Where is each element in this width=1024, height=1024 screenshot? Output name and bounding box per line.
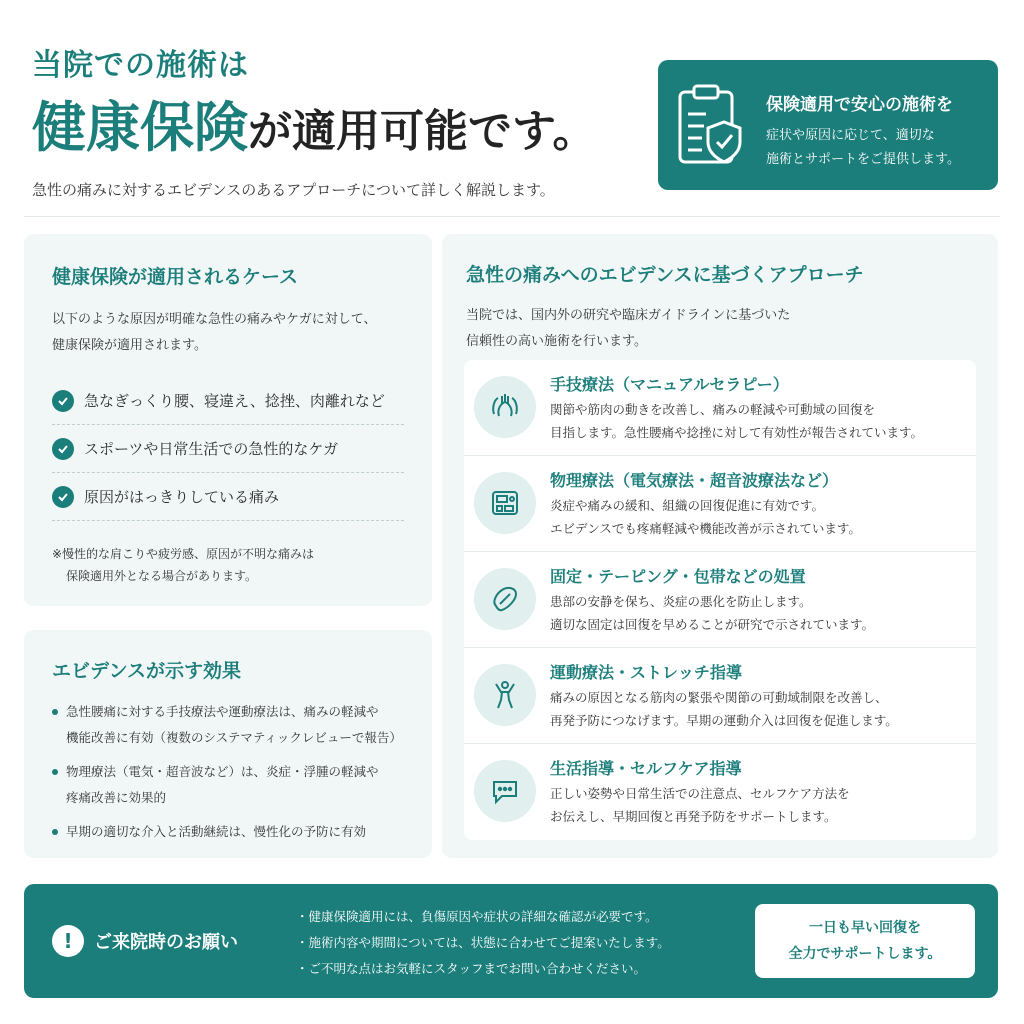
evidence-card xyxy=(24,630,432,858)
notice-title: ご来院時のお願い xyxy=(94,932,238,953)
notice-list xyxy=(296,904,670,982)
exercise-icon xyxy=(474,664,536,726)
method-item xyxy=(464,360,976,456)
hands-icon xyxy=(474,376,536,438)
cases-intro: 以下のような原因が明確な急性の痛みやケガに対して、 健康保険が適用されます。 xyxy=(52,312,377,353)
method-desc: 正しい姿勢や日常生活での注意点、セルフケア方法を お伝えし、早期回復と再発予防をサポートします。 xyxy=(550,786,850,824)
header-kicker: 当院での施術は xyxy=(32,48,249,83)
check-icon xyxy=(52,390,74,412)
clipboard-shield-icon xyxy=(676,82,746,168)
cases-note: ※慢性的な肩こりや疲労感、原因が不明な痛みは 保険適用外となる場合があります。 xyxy=(52,547,315,583)
method-title: 生活指導・セルフケア指導 xyxy=(550,759,742,778)
list-item: 早期の適切な介入と活動継続は、慢性化の予防に有効 xyxy=(52,819,404,845)
list-item: 物理療法（電気・超音波など）は、炎症・浮腫の軽減や 疼痛改善に効果的 xyxy=(52,759,404,811)
list-item: スポーツや日常生活での急性的なケガ xyxy=(52,425,404,473)
list-item: ・施術内容や期間については、状態に合わせてご提案いたします。 xyxy=(296,935,670,950)
visit-notice-banner xyxy=(24,884,998,998)
badge-title: 保険適用で安心の施術を xyxy=(766,95,953,115)
list-item: 原因がはっきりしている痛み xyxy=(52,473,404,521)
approach-card xyxy=(442,234,998,858)
support-message-box: 一日も早い回復を 全力でサポートします。 xyxy=(755,904,975,978)
badge-text: 症状や原因に応じて、適切な 施術とサポートをご提供します。 xyxy=(766,128,960,167)
method-item xyxy=(464,744,976,840)
list-item: ・健康保険適用には、負傷原因や症状の詳細な確認が必要です。 xyxy=(296,909,658,924)
insurance-cases-card xyxy=(24,234,432,606)
insurance-badge xyxy=(658,60,998,190)
method-item xyxy=(464,648,976,744)
page-subtitle: 急性の痛みに対するエビデンスのあるアプローチについて詳しく解説します。 xyxy=(32,181,555,200)
chat-icon xyxy=(474,760,536,822)
method-title: 手技療法（マニュアルセラピー） xyxy=(550,375,789,394)
header-divider xyxy=(24,216,1000,217)
check-icon xyxy=(52,438,74,460)
method-item xyxy=(464,552,976,648)
cases-title: 健康保険が適用されるケース xyxy=(52,266,299,288)
device-icon xyxy=(474,472,536,534)
method-title: 物理療法（電気療法・超音波療法など） xyxy=(550,471,839,490)
title-rest: が適用可能です。 xyxy=(248,106,597,157)
exclamation-icon: ! xyxy=(52,925,84,957)
list-item: ・ご不明な点はお気軽にスタッフまでお問い合わせください。 xyxy=(296,961,647,976)
methods-list xyxy=(464,360,976,840)
approach-title: 急性の痛みへのエビデンスに基づくアプローチ xyxy=(466,264,864,286)
cases-checklist xyxy=(52,377,404,521)
title-accent: 健康保険 xyxy=(32,96,248,159)
bandage-icon xyxy=(474,568,536,630)
list-item: 急なぎっくり腰、寝違え、捻挫、肉離れなど xyxy=(52,377,404,425)
approach-intro: 当院では、国内外の研究や臨床ガイドラインに基づいた 信頼性の高い施術を行います。 xyxy=(466,308,791,349)
evidence-list xyxy=(52,699,404,845)
page-title xyxy=(32,98,642,157)
method-title: 運動療法・ストレッチ指導 xyxy=(550,663,742,682)
method-desc: 患部の安静を保ち、炎症の悪化を防止します。 適切な固定は回復を早めることが研究で示されています。 xyxy=(550,594,875,632)
list-item: 急性腰痛に対する手技療法や運動療法は、痛みの軽減や 機能改善に有効（複数のシステマティックレビューで報告） xyxy=(52,699,404,751)
method-desc: 痛みの原因となる筋肉の緊張や関節の可動域制限を改善し、 再発予防につなげます。早期の運動介入は回復を促進します。 xyxy=(550,690,898,728)
method-desc: 炎症や痛みの緩和、組織の回復促進に有効です。 エビデンスでも疼痛軽減や機能改善が示されています。 xyxy=(550,498,861,536)
page-header xyxy=(32,40,642,200)
method-item xyxy=(464,456,976,552)
method-desc: 関節や筋肉の動きを改善し、痛みの軽減や可動域の回復を 目指します。急性腰痛や捻挫に対して有効性が報告されています。 xyxy=(550,402,924,440)
method-title: 固定・テーピング・包帯などの処置 xyxy=(550,567,806,586)
evidence-title: エビデンスが示す効果 xyxy=(52,660,242,682)
check-icon xyxy=(52,486,74,508)
